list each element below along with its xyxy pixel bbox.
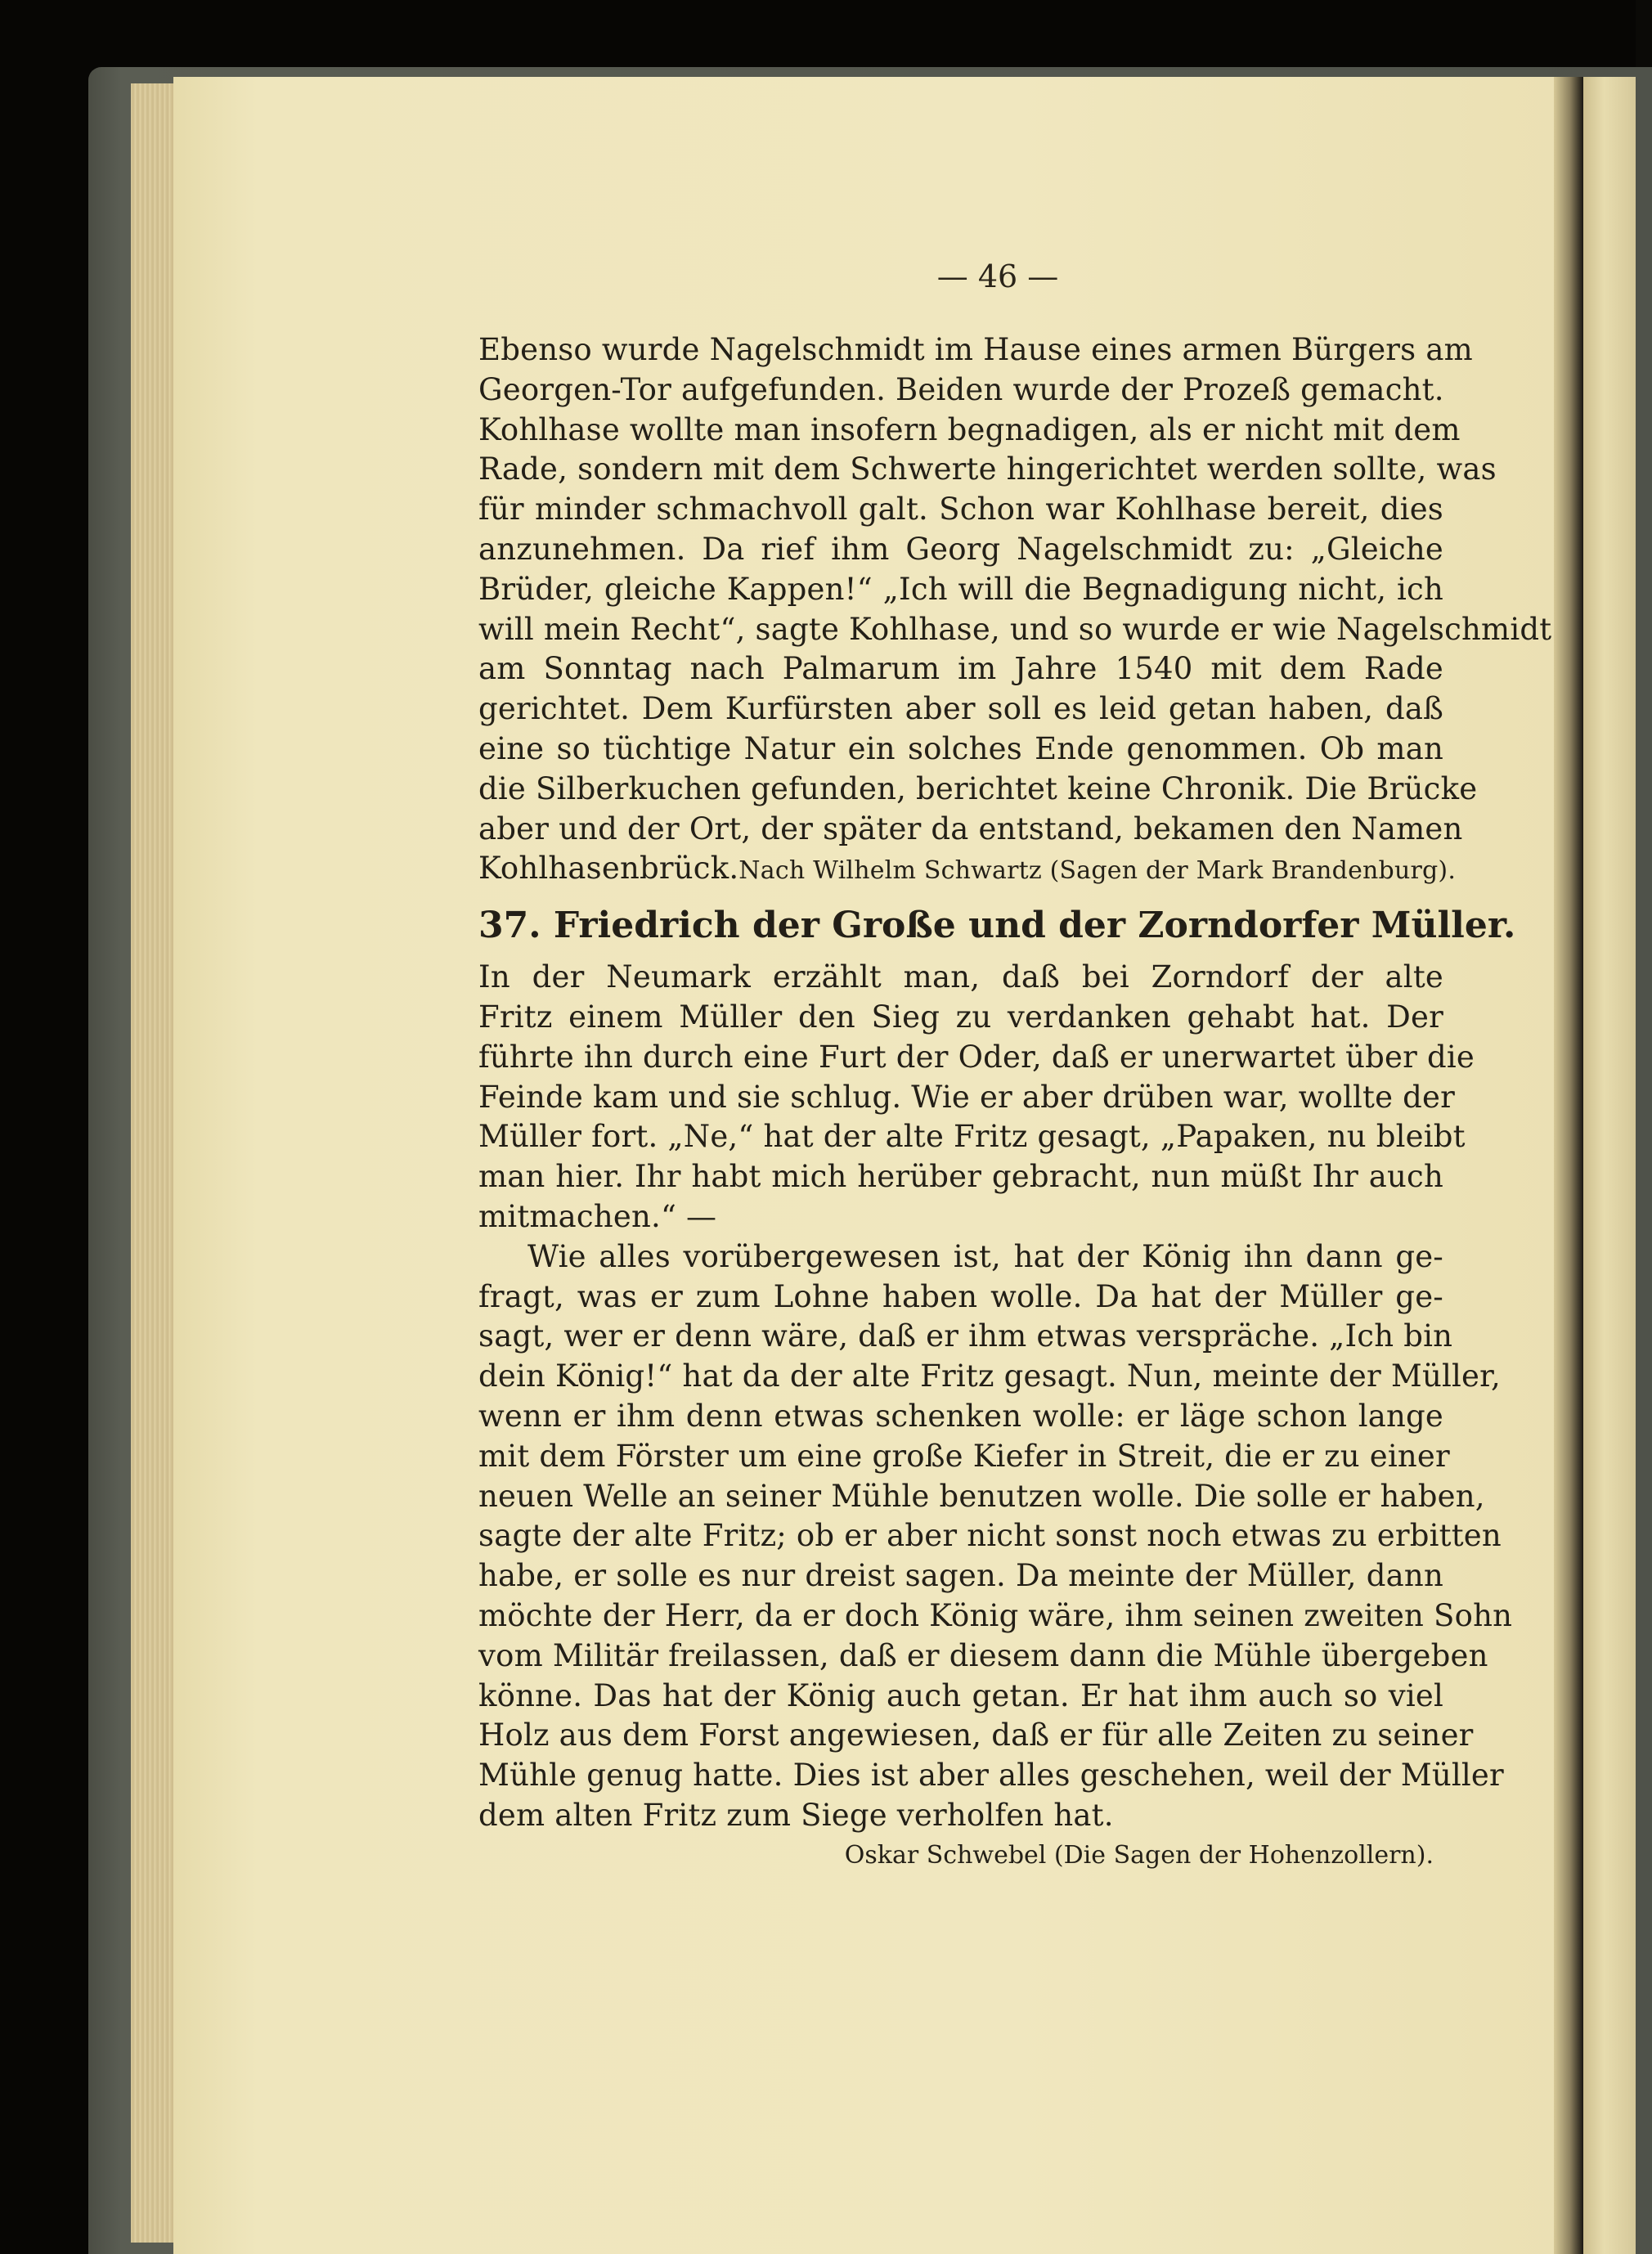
text-line: man hier. Ihr habt mich herüber gebracht, nun müßt Ihr auch [478, 1159, 1443, 1195]
closing-line [478, 849, 1457, 889]
text-line: Holz aus dem Forst angewiesen, daß er für alle Zeiten zu seiner [478, 1717, 1474, 1753]
text-line: vom Militär freilassen, daß er diesem dann die Mühle übergeben [478, 1637, 1488, 1673]
text-line: habe, er solle es nur dreist sagen. Da meinte der Müller, dann [478, 1558, 1443, 1594]
text-line: Georgen-Tor aufgefunden. Beiden wurde der Prozeß gemacht. [478, 371, 1444, 407]
text-line: sagt, wer er denn wäre, daß er ihm etwas verspräche. „Ich bin [478, 1318, 1453, 1354]
source-citation: Oskar Schwebel (Die Sagen der Hohenzollern). [844, 1840, 1434, 1870]
story-paragraph-1 [478, 958, 1475, 1237]
text-line: Rade, sondern mit dem Schwerte hingerichtet werden sollte, was [478, 451, 1497, 487]
text-line: dein König!“ hat da der alte Fritz gesagt. Nun, meinte der Müller, [478, 1358, 1501, 1394]
text-line: möchte der Herr, da er doch König wäre, ihm seinen zweiten Sohn [478, 1597, 1513, 1633]
text-line: will mein Recht“, sagte Kohlhase, und so wurde er wie Nagelschmidt [478, 611, 1552, 647]
text-line: aber und der Ort, der später da entstand, bekamen den Namen [478, 810, 1463, 846]
text-line: mit dem Förster um eine große Kiefer in Streit, die er zu einer [478, 1438, 1450, 1474]
text-line: am Sonntag nach Palmarum im Jahre 1540 mit dem Rade [478, 651, 1443, 687]
story-heading: 37. Friedrich der Große und der Zorndorfer Müller. [478, 905, 1516, 947]
text-line: könne. Das hat der König auch getan. Er hat ihm auch so viel [478, 1677, 1443, 1713]
text-line: neuen Welle an seiner Mühle benutzen wolle. Die solle er haben, [478, 1478, 1485, 1514]
text-line: dem alten Fritz zum Siege verholfen hat. [478, 1797, 1114, 1833]
page-text [478, 330, 1552, 1966]
book-gutter [1554, 77, 1583, 2254]
text-line: Brüder, gleiche Kappen!“ „Ich will die Begnadigung nicht, ich [478, 571, 1443, 607]
text-line: gerichtet. Dem Kurfürsten aber soll es leid getan haben, daß [478, 691, 1443, 727]
text-line: sagte der alte Fritz; ob er aber nicht sonst noch etwas zu erbitten [478, 1518, 1502, 1554]
facing-page-edge [1583, 77, 1636, 2254]
text-line: führte ihn durch eine Furt der Oder, daß er unerwartet über die [478, 1039, 1475, 1075]
text-line: mitmachen.“ — [478, 1198, 717, 1234]
text-line: die Silberkuchen gefunden, berichtet keine Chronik. Die Brücke [478, 770, 1478, 806]
text-line: Ebenso wurde Nagelschmidt im Hause eines armen Bürgers am [478, 332, 1473, 367]
page-number: — 46 — [936, 258, 1059, 294]
text-line: fragt, was er zum Lohne haben wolle. Da hat der Müller ge- [478, 1278, 1443, 1314]
text-line: Mühle genug hatte. Dies ist aber alles geschehen, weil der Müller [478, 1758, 1504, 1794]
text-line: Feinde kam und sie schlug. Wie er aber drüben war, wollte der [478, 1079, 1456, 1115]
text-line: Kohlhase wollte man insofern begnadigen, als er nicht mit dem [478, 411, 1461, 447]
page-edges [131, 83, 175, 2243]
text-line: für minder schmachvoll galt. Schon war Kohlhase bereit, dies [478, 492, 1443, 528]
source-citation: Nach Wilhelm Schwartz (Sagen der Mark Brandenburg). [738, 856, 1457, 886]
text-line: wenn er ihm denn etwas schenken wolle: er läge schon lange [478, 1398, 1443, 1434]
text-line: Fritz einem Müller den Sieg zu verdanken gehabt hat. Der [478, 999, 1443, 1035]
text-line-end: Kohlhasenbrück. [478, 851, 739, 887]
text-line: In der Neumark erzählt man, daß bei Zorndorf der alte [478, 959, 1443, 995]
text-line: Wie alles vorübergewesen ist, hat der König ihn dann ge- [527, 1238, 1443, 1274]
story-ending [478, 330, 1552, 889]
text-line: anzunehmen. Da rief ihm Georg Nagelschmidt zu: „Gleiche [478, 531, 1443, 567]
text-line: Müller fort. „Ne,“ hat der alte Fritz gesagt, „Papaken, nu bleibt [478, 1119, 1466, 1155]
text-line: eine so tüchtige Natur ein solches Ende genommen. Ob man [478, 730, 1443, 766]
story-paragraph-2 [478, 1237, 1513, 1836]
